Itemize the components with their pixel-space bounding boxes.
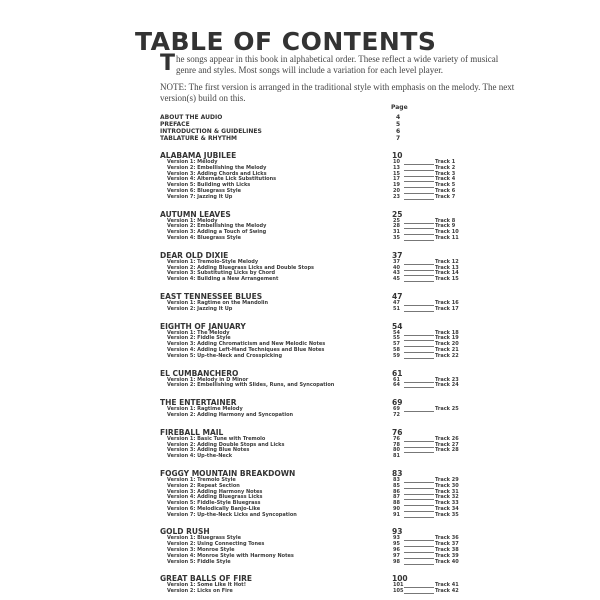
- version-page: 96: [393, 547, 400, 554]
- song-page: 76: [392, 427, 403, 437]
- version-label: Version 2: Repeat Section: [167, 482, 240, 489]
- version-label: Version 1: Tremolo-Style Melody: [167, 258, 259, 265]
- track-number: Track 1: [435, 159, 456, 165]
- version-page: 76: [393, 435, 400, 442]
- version-page: 20: [393, 187, 400, 194]
- song-section: [160, 251, 490, 283]
- version-page: 25: [393, 217, 400, 224]
- version-page: 28: [393, 223, 400, 230]
- version-label: Version 5: Fiddle-Style Bluegrass: [167, 500, 261, 507]
- track-number: Track 25: [435, 406, 459, 413]
- leader-line: [404, 199, 434, 200]
- song-section: [160, 574, 490, 595]
- version-page: 47: [393, 299, 400, 306]
- version-label: Version 2: Using Connecting Tones: [167, 541, 265, 548]
- version-page: 101: [393, 582, 404, 589]
- version-page: 40: [393, 264, 400, 271]
- version-label: Version 1: Melody in D Minor: [167, 376, 249, 383]
- song-page: 69: [392, 398, 403, 408]
- version-label: Version 3: Adding a Touch of Swing: [167, 229, 267, 236]
- version-page: 88: [393, 500, 400, 507]
- track-number: Track 33: [435, 500, 459, 507]
- track-number: Track 35: [435, 511, 459, 518]
- front-matter-item: [160, 121, 490, 128]
- track-number: Track 20: [435, 341, 459, 348]
- version-label: Version 1: Melody: [167, 159, 218, 165]
- version-row: [160, 354, 490, 360]
- version-label: Version 5: Up-the-Neck and Crosspicking: [167, 352, 283, 359]
- version-label: Version 1: Ragtime on the Mandolin: [167, 299, 269, 306]
- track-number: Track 29: [435, 476, 459, 483]
- track-number: Track 24: [435, 382, 459, 389]
- song-title: FOGGY MOUNTAIN BREAKDOWN: [160, 468, 296, 478]
- front-matter-label: ABOUT THE AUDIO: [160, 114, 223, 121]
- version-label: Version 3: Adding Harmony Notes: [167, 488, 263, 495]
- version-label: Version 1: Ragtime Melody: [167, 406, 243, 413]
- version-label: Version 5: Fiddle Style: [167, 558, 231, 565]
- version-row: [160, 277, 490, 283]
- leader-line: [404, 240, 434, 241]
- version-page: 87: [393, 494, 400, 501]
- note-paragraph: NOTE: The first version is arranged in the traditional style with emphasis on the melody. The next version(s) build on this.: [160, 82, 515, 103]
- track-number: Track 38: [435, 547, 459, 554]
- song-title: EL CUMBANCHERO: [160, 368, 239, 378]
- song-section: [160, 469, 490, 519]
- track-number: Track 14: [435, 270, 459, 277]
- song-title: AUTUMN LEAVES: [160, 209, 231, 219]
- track-number: Track 17: [435, 305, 459, 312]
- track-number: Track 28: [435, 447, 459, 454]
- front-matter-label: INTRODUCTION & GUIDELINES: [160, 128, 262, 135]
- version-label: Version 1: Basic Tune with Tremolo: [167, 435, 266, 442]
- track-number: Track 39: [435, 552, 459, 559]
- page-header-label: Page: [391, 104, 408, 111]
- toc-list: [160, 104, 490, 595]
- song-page: 83: [392, 468, 403, 478]
- version-label: Version 2: Licks on Fire: [167, 588, 233, 595]
- song-section: [160, 398, 490, 419]
- track-number: Track 3: [435, 170, 456, 177]
- version-page: 61: [393, 376, 400, 383]
- track-number: Track 13: [435, 264, 459, 271]
- version-page: 10: [393, 159, 400, 165]
- version-label: Version 4: Building a New Arrangement: [167, 276, 279, 283]
- song-page: 100: [392, 574, 408, 584]
- track-number: Track 32: [435, 494, 459, 501]
- leader-line: [404, 564, 434, 565]
- track-number: Track 6: [435, 187, 456, 194]
- version-label: Version 1: The Melody: [167, 329, 230, 336]
- version-page: 64: [393, 382, 400, 389]
- track-number: Track 19: [435, 335, 459, 342]
- leader-line: [404, 593, 434, 594]
- front-matter-item: [160, 135, 490, 142]
- version-row: [160, 513, 490, 519]
- version-label: Version 6: Bluegrass Style: [167, 187, 242, 194]
- version-page: 83: [393, 476, 400, 483]
- version-page: 97: [393, 552, 400, 559]
- version-label: Version 4: Adding Left-Hand Techniques and Blue Notes: [167, 346, 325, 353]
- version-label: Version 3: Substituting Licks by Chord: [167, 270, 276, 277]
- version-label: Version 4: Up-the-Neck: [167, 453, 233, 460]
- track-number: Track 23: [435, 376, 459, 383]
- song-page: 54: [392, 321, 403, 331]
- track-number: Track 34: [435, 505, 459, 512]
- version-page: 15: [393, 170, 400, 177]
- version-row: [160, 560, 490, 566]
- version-page: 31: [393, 229, 400, 236]
- version-label: Version 3: Adding Blue Notes: [167, 447, 250, 454]
- version-row: [160, 236, 490, 242]
- track-number: Track 15: [435, 276, 459, 283]
- song-title: FIREBALL MAIL: [160, 427, 224, 437]
- song-section: [160, 151, 490, 201]
- version-page: 85: [393, 482, 400, 489]
- version-page: 80: [393, 447, 400, 454]
- songs-list: [160, 151, 490, 595]
- version-row: [160, 383, 490, 389]
- track-number: Track 5: [435, 182, 456, 189]
- track-number: Track 7: [435, 193, 456, 200]
- song-page: 37: [392, 250, 403, 260]
- track-number: Track 21: [435, 346, 459, 353]
- track-number: Track 9: [435, 223, 456, 230]
- front-matter-label: TABLATURE & RHYTHM: [160, 135, 238, 142]
- version-label: Version 2: Adding Bluegrass Licks and Double Stops: [167, 264, 315, 271]
- song-page: 10: [392, 151, 403, 160]
- track-number: Track 30: [435, 482, 459, 489]
- track-number: Track 37: [435, 541, 459, 548]
- track-number: Track 42: [435, 588, 459, 595]
- version-page: 43: [393, 270, 400, 277]
- track-number: Track 18: [435, 329, 459, 336]
- track-number: Track 27: [435, 441, 459, 448]
- version-page: 54: [393, 329, 400, 336]
- song-section: [160, 369, 490, 390]
- version-label: Version 3: Adding Chords and Licks: [167, 170, 267, 177]
- version-page: 98: [393, 558, 400, 565]
- track-number: Track 31: [435, 488, 459, 495]
- version-row: [160, 307, 490, 313]
- song-section: [160, 210, 490, 242]
- version-page: 58: [393, 346, 400, 353]
- song-title: THE ENTERTAINER: [160, 398, 237, 408]
- intro-text: he songs appear in this book in alphabetical order. These reflect a wide variety of musical genre and styles. Most songs will include a variation for each level player.: [176, 54, 499, 75]
- version-page: 105: [393, 588, 404, 595]
- song-page: 25: [392, 209, 403, 219]
- version-label: Version 2: Adding Double Stops and Licks: [167, 441, 285, 448]
- version-label: Version 2: Adding Harmony and Syncopation: [167, 411, 294, 418]
- version-label: Version 2: Fiddle Style: [167, 335, 231, 342]
- version-label: Version 4: Alternate Lick Substitutions: [167, 176, 277, 183]
- version-page: 55: [393, 335, 400, 342]
- song-page: 93: [392, 527, 403, 537]
- front-matter-item: [160, 128, 490, 135]
- version-page: 19: [393, 182, 400, 189]
- version-page: 86: [393, 488, 400, 495]
- page-column-header: [160, 104, 490, 113]
- leader-line: [404, 281, 434, 282]
- song-page: 47: [392, 291, 403, 301]
- track-number: Track 10: [435, 229, 459, 236]
- version-page: 81: [393, 453, 400, 460]
- track-number: Track 26: [435, 435, 459, 442]
- page-number: 5: [396, 121, 401, 128]
- version-label: Version 4: Bluegrass Style: [167, 234, 242, 241]
- version-label: Version 2: Jazzing It Up: [167, 305, 233, 312]
- leader-line: [404, 387, 434, 388]
- song-title: EAST TENNESSEE BLUES: [160, 291, 263, 301]
- version-page: 37: [393, 258, 400, 265]
- version-page: 23: [393, 193, 400, 200]
- front-matter-item: [160, 114, 490, 121]
- version-page: 78: [393, 441, 400, 448]
- track-number: Track 41: [435, 582, 459, 589]
- version-row: [160, 454, 490, 460]
- version-label: Version 4: Monroe Style with Harmony Notes: [167, 552, 294, 559]
- song-section: [160, 322, 490, 360]
- page-number: 6: [396, 128, 401, 135]
- track-number: Track 2: [435, 164, 456, 171]
- track-number: Track 36: [435, 535, 459, 542]
- track-number: Track 22: [435, 352, 459, 359]
- version-label: Version 1: Melody: [167, 217, 218, 224]
- page-title: TABLE OF CONTENTS: [135, 27, 437, 56]
- version-row: [160, 413, 490, 419]
- version-label: Version 2: Embellishing the Melody: [167, 164, 267, 171]
- leader-line: [404, 358, 434, 359]
- version-label: Version 2: Embellishing the Melody: [167, 223, 267, 230]
- version-page: 51: [393, 305, 400, 312]
- page-number: 7: [396, 135, 401, 142]
- version-row: [160, 195, 490, 201]
- version-label: Version 4: Adding Bluegrass Licks: [167, 494, 263, 501]
- version-label: Version 1: Tremolo Style: [167, 476, 236, 483]
- version-page: 17: [393, 176, 400, 183]
- version-label: Version 5: Building with Licks: [167, 182, 251, 189]
- track-number: Track 4: [435, 176, 456, 183]
- version-page: 72: [393, 411, 400, 418]
- version-page: 59: [393, 352, 400, 359]
- version-label: Version 1: Some Like It Hot!: [167, 582, 246, 589]
- version-page: 69: [393, 406, 400, 413]
- track-number: Track 12: [435, 258, 459, 265]
- leader-line: [404, 517, 434, 518]
- version-page: 93: [393, 535, 400, 542]
- version-row: [160, 589, 490, 595]
- track-number: Track 8: [435, 217, 456, 224]
- song-page: 61: [392, 368, 403, 378]
- track-number: Track 11: [435, 234, 459, 241]
- version-label: Version 3: Adding Chromaticism and New Melodic Notes: [167, 341, 326, 348]
- version-page: 90: [393, 505, 400, 512]
- front-matter: [160, 114, 490, 142]
- version-label: Version 3: Monroe Style: [167, 547, 235, 554]
- version-page: 91: [393, 511, 400, 518]
- song-section: [160, 428, 490, 460]
- page-number: 4: [396, 114, 401, 121]
- song-section: [160, 292, 490, 313]
- version-page: 13: [393, 164, 400, 171]
- song-title: GREAT BALLS OF FIRE: [160, 574, 253, 584]
- version-page: 57: [393, 341, 400, 348]
- version-label: Version 2: Embellishing with Slides, Runs, and Syncopation: [167, 382, 335, 389]
- intro-paragraph: [160, 51, 520, 76]
- track-number: Track 16: [435, 299, 459, 306]
- front-matter-label: PREFACE: [160, 121, 190, 128]
- leader-line: [404, 311, 434, 312]
- version-page: 35: [393, 234, 400, 241]
- version-label: Version 7: Jazzing It Up: [167, 193, 233, 200]
- song-title: ALABAMA JUBILEE: [160, 151, 237, 160]
- song-section: [160, 527, 490, 565]
- song-title: GOLD RUSH: [160, 527, 210, 537]
- version-page: 45: [393, 276, 400, 283]
- version-label: Version 6: Melodically Banjo-Like: [167, 505, 261, 512]
- version-label: Version 1: Bluegrass Style: [167, 535, 242, 542]
- song-title: EIGHTH OF JANUARY: [160, 321, 246, 331]
- song-title: DEAR OLD DIXIE: [160, 250, 229, 260]
- version-label: Version 7: Up-the-Neck Licks and Syncopation: [167, 511, 297, 518]
- track-number: Track 40: [435, 558, 459, 565]
- dropcap: T: [160, 51, 176, 76]
- version-page: 95: [393, 541, 400, 548]
